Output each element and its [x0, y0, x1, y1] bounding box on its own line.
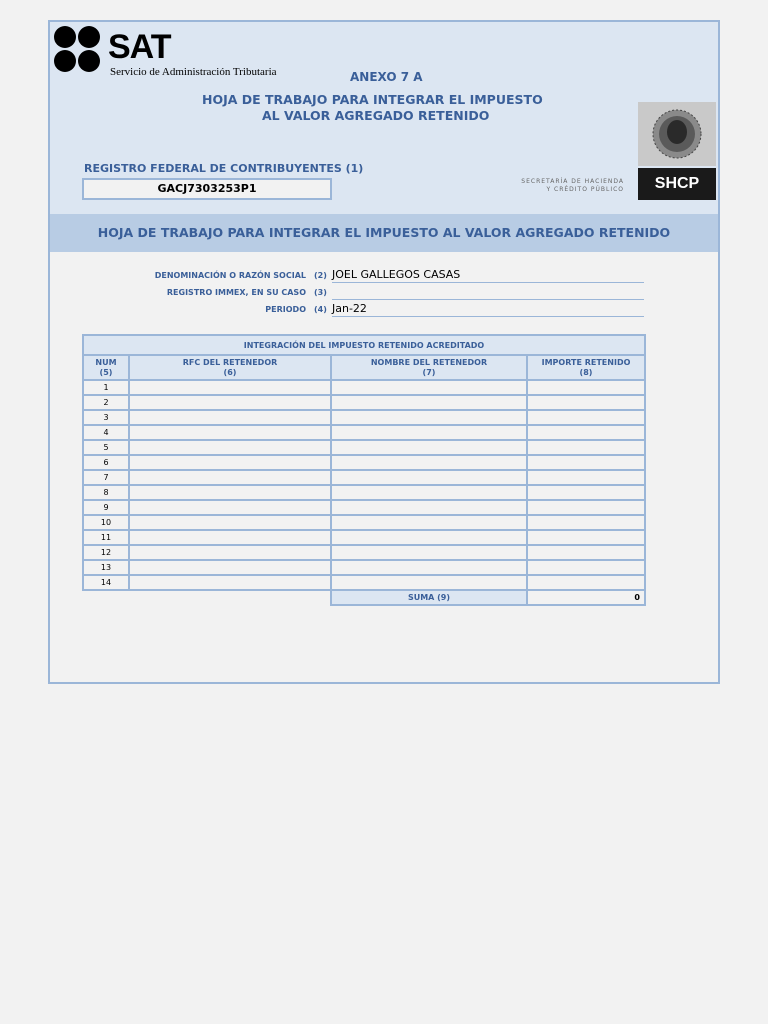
rfc-cell[interactable] — [129, 380, 331, 395]
col-header-name: NOMBRE DEL RETENEDOR (7) — [331, 355, 527, 380]
row-number: 1 — [83, 380, 129, 395]
amount-cell[interactable] — [527, 395, 645, 410]
document-title-line1: HOJA DE TRABAJO PARA INTEGRAR EL IMPUESTO — [202, 92, 543, 107]
immex-num: (3) — [314, 288, 327, 297]
worksheet — [48, 20, 720, 684]
rfc-cell[interactable] — [129, 530, 331, 545]
row-number: 4 — [83, 425, 129, 440]
amount-cell[interactable] — [527, 485, 645, 500]
amount-cell[interactable] — [527, 560, 645, 575]
name-cell[interactable] — [331, 545, 527, 560]
row-number: 5 — [83, 440, 129, 455]
amount-cell[interactable] — [527, 545, 645, 560]
document-title-line2: AL VALOR AGREGADO RETENIDO — [262, 108, 490, 123]
row-number: 13 — [83, 560, 129, 575]
company-name-num: (2) — [314, 271, 327, 280]
rfc-cell[interactable] — [129, 575, 331, 590]
name-cell[interactable] — [331, 410, 527, 425]
name-cell[interactable] — [331, 455, 527, 470]
table-header-row — [83, 355, 645, 380]
row-number: 7 — [83, 470, 129, 485]
sum-value: 0 — [527, 590, 645, 605]
rfc-cell[interactable] — [129, 560, 331, 575]
name-cell[interactable] — [331, 560, 527, 575]
sum-row — [83, 590, 645, 605]
table-row — [83, 485, 645, 500]
name-cell[interactable] — [331, 485, 527, 500]
amount-cell[interactable] — [527, 440, 645, 455]
table-row — [83, 560, 645, 575]
sat-subtitle: Servicio de Administración Tributaria — [110, 66, 277, 78]
amount-cell[interactable] — [527, 515, 645, 530]
rfc-cell[interactable] — [129, 455, 331, 470]
row-number: 12 — [83, 545, 129, 560]
amount-cell[interactable] — [527, 470, 645, 485]
rfc-cell[interactable] — [129, 470, 331, 485]
sat-logo — [54, 26, 314, 78]
amount-cell[interactable] — [527, 380, 645, 395]
period-label: PERIODO — [265, 305, 306, 314]
shcp-caption — [506, 178, 624, 194]
rfc-cell[interactable] — [129, 425, 331, 440]
name-cell[interactable] — [331, 440, 527, 455]
amount-cell[interactable] — [527, 575, 645, 590]
row-number: 2 — [83, 395, 129, 410]
annex-label: ANEXO 7 A — [350, 70, 423, 84]
coat-of-arms-icon — [638, 102, 716, 166]
immex-field[interactable] — [332, 285, 644, 300]
table-row — [83, 575, 645, 590]
table-row — [83, 500, 645, 515]
rfc-field[interactable]: GACJ7303253P1 — [82, 178, 332, 200]
amount-cell[interactable] — [527, 410, 645, 425]
row-number: 11 — [83, 530, 129, 545]
row-number: 8 — [83, 485, 129, 500]
amount-cell[interactable] — [527, 500, 645, 515]
rfc-cell[interactable] — [129, 410, 331, 425]
company-name-field[interactable]: JOEL GALLEGOS CASAS — [332, 268, 644, 283]
table-row — [83, 395, 645, 410]
amount-cell[interactable] — [527, 455, 645, 470]
col-header-num: NUM (5) — [83, 355, 129, 380]
sat-dots-icon — [54, 26, 102, 74]
name-cell[interactable] — [331, 515, 527, 530]
amount-cell[interactable] — [527, 530, 645, 545]
table-row — [83, 380, 645, 395]
sum-label: SUMA (9) — [331, 590, 527, 605]
period-num: (4) — [314, 305, 327, 314]
col-header-rfc: RFC DEL RETENEDOR (6) — [129, 355, 331, 380]
table-row — [83, 470, 645, 485]
name-cell[interactable] — [331, 575, 527, 590]
name-cell[interactable] — [331, 470, 527, 485]
row-number: 10 — [83, 515, 129, 530]
col-header-amount: IMPORTE RETENIDO (8) — [527, 355, 645, 380]
company-name-label: DENOMINACIÓN O RAZÓN SOCIAL — [154, 271, 306, 280]
table-row — [83, 530, 645, 545]
withholding-table — [82, 334, 646, 606]
name-cell[interactable] — [331, 530, 527, 545]
table-caption: INTEGRACIÓN DEL IMPUESTO RETENIDO ACREDITADO — [83, 335, 645, 355]
name-cell[interactable] — [331, 395, 527, 410]
row-number: 14 — [83, 575, 129, 590]
rfc-cell[interactable] — [129, 440, 331, 455]
table-row — [83, 410, 645, 425]
immex-label: REGISTRO IMMEX, EN SU CASO — [166, 288, 306, 297]
rfc-cell[interactable] — [129, 545, 331, 560]
table-row — [83, 455, 645, 470]
section-banner: HOJA DE TRABAJO PARA INTEGRAR EL IMPUESTO AL VALOR AGREGADO RETENIDO — [50, 214, 718, 252]
rfc-cell[interactable] — [129, 395, 331, 410]
shcp-badge: SHCP — [638, 168, 716, 200]
name-cell[interactable] — [331, 425, 527, 440]
rfc-cell[interactable] — [129, 515, 331, 530]
rfc-label: REGISTRO FEDERAL DE CONTRIBUYENTES (1) — [84, 162, 364, 175]
sat-wordmark: SAT — [108, 28, 171, 66]
row-number: 6 — [83, 455, 129, 470]
table-row — [83, 425, 645, 440]
shcp-caption-line2: Y CRÉDITO PÚBLICO — [546, 186, 624, 193]
name-cell[interactable] — [331, 500, 527, 515]
amount-cell[interactable] — [527, 425, 645, 440]
table-row — [83, 515, 645, 530]
shcp-caption-line1: SECRETARÍA DE HACIENDA — [521, 178, 624, 185]
rfc-cell[interactable] — [129, 500, 331, 515]
table-row — [83, 545, 645, 560]
period-field[interactable]: Jan-22 — [332, 302, 644, 317]
rfc-cell[interactable] — [129, 485, 331, 500]
row-number: 3 — [83, 410, 129, 425]
name-cell[interactable] — [331, 380, 527, 395]
table-row — [83, 440, 645, 455]
row-number: 9 — [83, 500, 129, 515]
header-section — [50, 22, 718, 214]
